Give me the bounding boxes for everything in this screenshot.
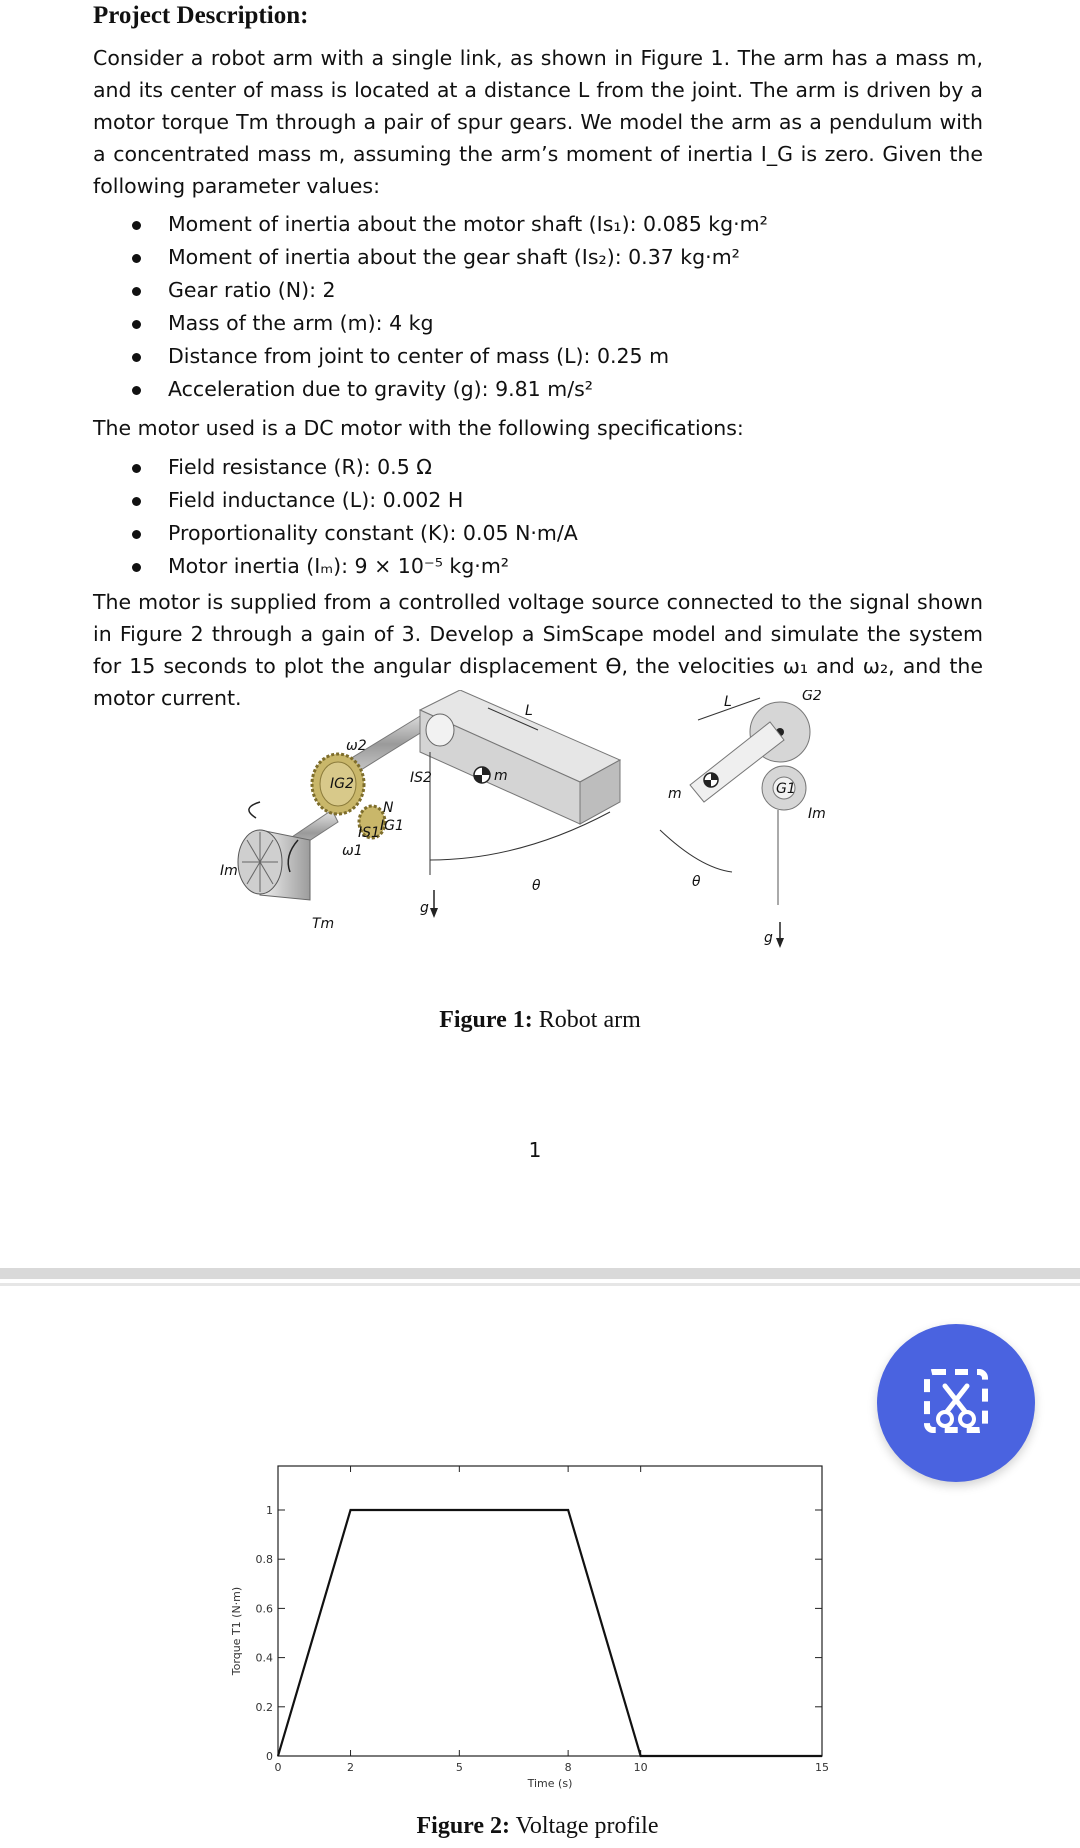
figure2-caption: Figure 2: Voltage profile (416, 1813, 659, 1839)
intro-paragraph: Consider a robot arm with a single link, as shown in Figure 1. The arm has a mass m, and its center of mass is located at a distance L from the joint. The arm is driven by a motor torque Tm through a pair of spur gears. We model the arm as a pendulum with a concentrated mass m, assuming the arm’s moment of inertia I_G is zero. Given the following parameter values: (93, 46, 983, 198)
list-item: Distance from joint to center of mass (L): 0.25 m (130, 340, 768, 373)
motor-spec-list (130, 451, 578, 583)
y-tick-label: 0.4 (255, 1651, 273, 1665)
screenshot-scissors-icon (877, 1324, 1035, 1482)
label-ig2: IG2 (330, 776, 354, 792)
motor-intro: The motor used is a DC motor with the following specifications: (93, 416, 744, 440)
label-im: Im (220, 863, 238, 879)
robot-arm-figure (220, 690, 860, 980)
figure1-caption: Figure 1: Robot arm (439, 1007, 641, 1033)
list-item: Moment of inertia about the gear shaft (Is₂): 0.37 kg·m² (130, 241, 768, 274)
label-n: N (383, 800, 394, 816)
x-tick-label: 0 (274, 1761, 282, 1774)
label-tm: Tm (312, 916, 335, 932)
page-separator (0, 1268, 1080, 1286)
label-g-right: g (764, 930, 773, 946)
label-m-right: m (668, 786, 682, 802)
page-number: 1 (528, 1138, 542, 1162)
task-paragraph: The motor is supplied from a controlled voltage source connected to the signal shown in Figure 2 through a gain of 3. Develop a SimScape model and simulate the system for 15 seconds to plot the angular displacement ϴ, the velocities ω₁ and ω₂, and the motor current. (93, 590, 983, 710)
list-item: Motor inertia (Iₘ): 9 × 10⁻⁵ kg·m² (130, 550, 578, 583)
section-title: Project Description: (93, 2, 309, 29)
voltage-profile-chart (220, 1450, 850, 1795)
list-item: Field resistance (R): 0.5 Ω (130, 451, 578, 484)
x-tick-label: 10 (633, 1761, 648, 1774)
list-item: Field inductance (L): 0.002 H (130, 484, 578, 517)
x-tick-label: 8 (564, 1761, 572, 1774)
x-axis-label: Time (s) (527, 1777, 573, 1790)
label-im-right: Im (808, 806, 826, 822)
x-tick-label: 2 (347, 1761, 355, 1774)
list-item: Mass of the arm (m): 4 kg (130, 307, 768, 340)
label-m: m (494, 768, 508, 784)
screenshot-fab-button[interactable] (877, 1324, 1035, 1482)
x-tick-label: 5 (455, 1761, 463, 1774)
list-item: Gear ratio (N): 2 (130, 274, 768, 307)
label-is2: IS2 (410, 770, 432, 786)
label-l: L (525, 703, 533, 719)
y-tick-label: 0.2 (255, 1700, 273, 1714)
list-item: Proportionality constant (K): 0.05 N·m/A (130, 517, 578, 550)
label-g1: G1 (776, 781, 796, 797)
label-ig1: IG1 (380, 818, 404, 834)
y-axis-label: Torque T1 (N·m) (230, 1586, 243, 1676)
parameter-list (130, 208, 768, 406)
label-is1: IS1 (358, 825, 380, 841)
label-g: g (420, 900, 429, 916)
y-tick-label: 0 (266, 1750, 273, 1763)
series-line-torque (278, 1510, 822, 1756)
y-tick-label: 1 (266, 1504, 273, 1517)
list-item: Acceleration due to gravity (g): 9.81 m/s² (130, 373, 768, 406)
label-theta: θ (532, 878, 541, 894)
label-l-right: L (724, 694, 732, 710)
list-item: Moment of inertia about the motor shaft (Is₁): 0.085 kg·m² (130, 208, 768, 241)
label-omega1: ω1 (342, 843, 363, 859)
label-omega2: ω2 (346, 738, 367, 754)
y-tick-label: 0.6 (255, 1602, 273, 1616)
label-theta-right: θ (692, 874, 701, 890)
x-tick-label: 15 (815, 1761, 829, 1774)
label-g2: G2 (802, 690, 822, 704)
y-tick-label: 0.8 (255, 1553, 273, 1567)
